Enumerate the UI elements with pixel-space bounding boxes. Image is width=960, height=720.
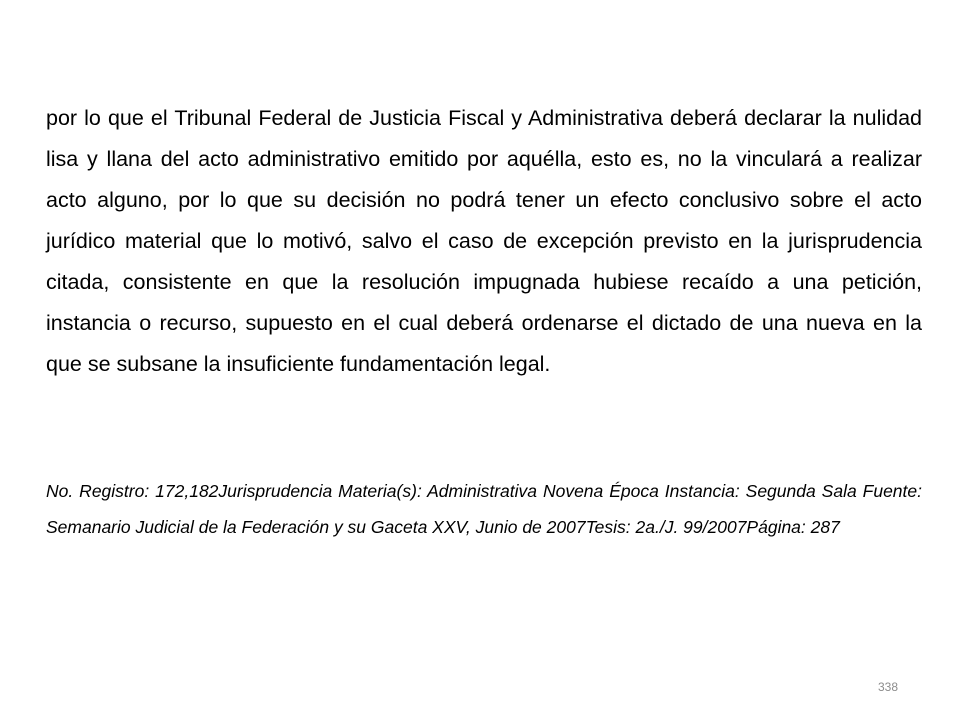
page-number: 338: [878, 680, 899, 694]
body-paragraph: por lo que el Tribunal Federal de Justicia Fiscal y Administrativa deberá declarar la nulidad lisa y llana del acto administrativo emitido por aquélla, esto es, no la vinculará a realizar acto alguno, por lo que su decisión no podrá tener un efecto conclusivo sobre el acto jurídico material que lo motivó, salvo el caso de excepción previsto en la jurisprudencia citada, consistente en que la resolución impugnada hubiese recaído a una petición, instancia o recurso, supuesto en el cual deberá ordenarse el dictado de una nueva en la que se subsane la insuficiente fundamentación legal.: [46, 106, 922, 376]
jurisprudence-citation: No. Registro: 172,182Jurisprudencia Materia(s): Administrativa Novena Época Instancia: Segunda Sala Fuente: Semanario Judicial de la Federación y su Gaceta XXV, Junio de 2007Tesis: 2a./J. 99/2007Página: 287: [46, 481, 922, 537]
